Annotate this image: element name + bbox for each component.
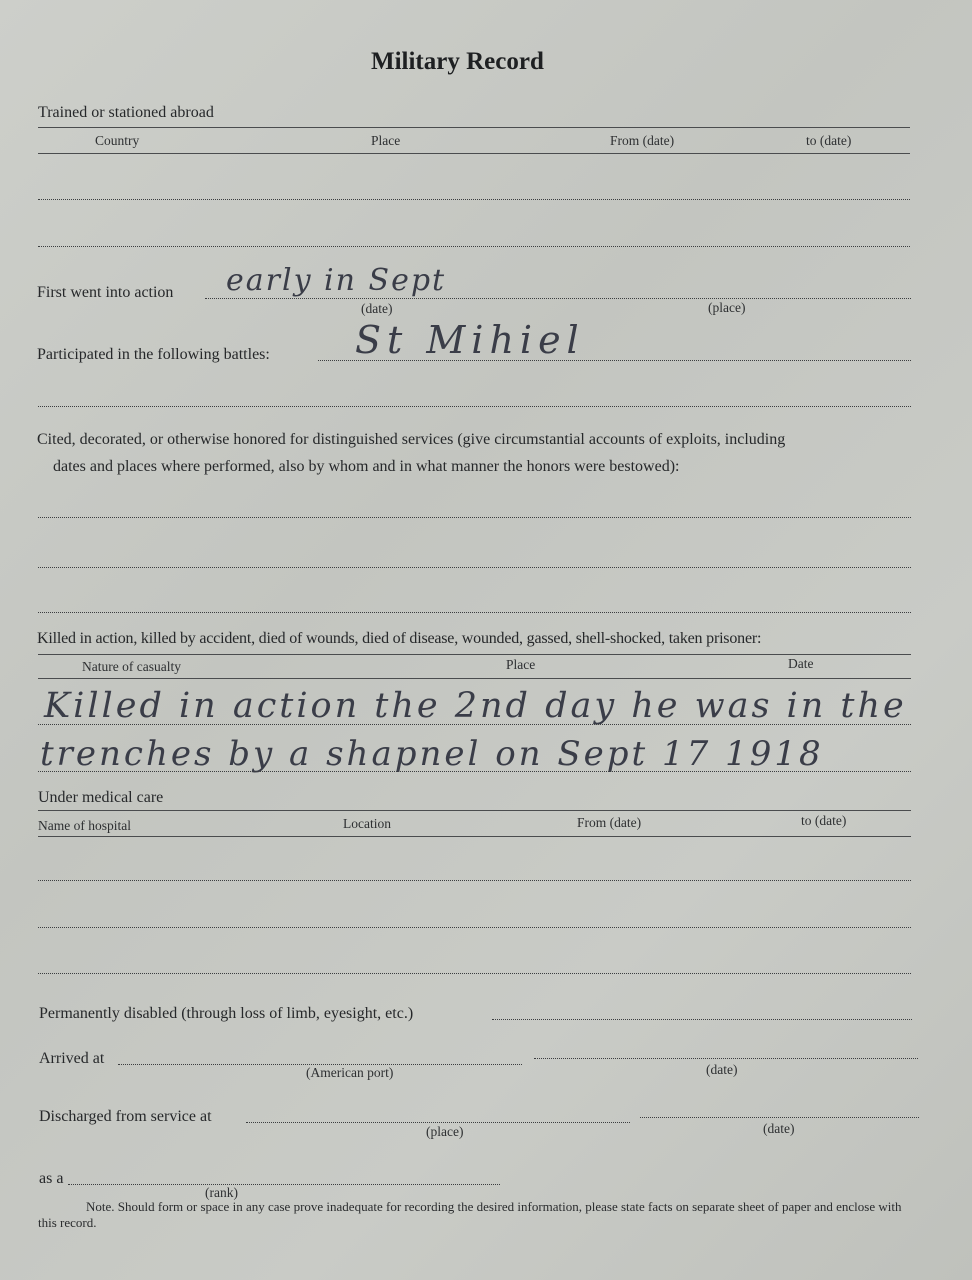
trained-col-to: to (date) xyxy=(806,133,852,148)
first-action-date-caption: (date) xyxy=(361,301,393,316)
casualty-handwriting-line-1: Killed in action the 2nd day he was in the xyxy=(44,686,907,726)
medical-col-to: to (date) xyxy=(801,813,847,828)
casualty-line-1[interactable] xyxy=(38,724,911,725)
casualty-header-rule xyxy=(38,678,911,679)
discharged-place-caption: (place) xyxy=(426,1124,464,1139)
disabled-line[interactable] xyxy=(492,1019,912,1020)
trained-header-rule xyxy=(38,153,910,154)
trained-abroad-label: Trained or stationed abroad xyxy=(38,104,214,121)
trained-col-place: Place xyxy=(371,133,401,148)
footnote: Note. Should form or space in any case prove inadequate for recording the desired information, please state facts on separate sheet of paper and enclose with this record. xyxy=(38,1199,902,1230)
arrived-label: Arrived at xyxy=(39,1050,105,1067)
casualty-col-nature: Nature of casualty xyxy=(82,659,181,674)
page-title: Military Record xyxy=(371,48,544,75)
trained-top-rule xyxy=(38,127,910,128)
cited-line-1[interactable] xyxy=(38,517,911,518)
cited-label-line-2: dates and places where performed, also by whom and in what manner the honors were bestowed): xyxy=(53,458,680,475)
medical-line-3[interactable] xyxy=(38,973,911,974)
casualty-handwriting-line-2: trenches by a shapnel on Sept 17 1918 xyxy=(40,734,824,774)
trained-col-country: Country xyxy=(95,133,140,148)
trained-col-from: From (date) xyxy=(610,133,675,148)
battles-label: Participated in the following battles: xyxy=(37,346,270,363)
battles-handwriting: St Mihiel xyxy=(355,318,585,362)
casualty-col-place: Place xyxy=(506,657,536,672)
rank-caption: (rank) xyxy=(205,1185,238,1200)
casualty-col-date: Date xyxy=(788,656,814,671)
first-action-place-caption: (place) xyxy=(708,300,746,315)
casualty-line-2[interactable] xyxy=(38,771,911,772)
trained-entry-line-1[interactable] xyxy=(38,199,910,200)
first-action-handwriting: early in Sept xyxy=(226,263,447,298)
medical-col-hospital: Name of hospital xyxy=(38,818,131,833)
casualty-label: Killed in action, killed by accident, died of wounds, died of disease, wounded, gassed, shell-shocked, taken prisoner: xyxy=(37,630,762,647)
medical-label: Under medical care xyxy=(38,789,164,806)
medical-line-2[interactable] xyxy=(38,927,911,928)
medical-col-from: From (date) xyxy=(577,815,642,830)
first-action-label: First went into action xyxy=(37,284,174,301)
medical-col-location: Location xyxy=(343,816,391,831)
disabled-label: Permanently disabled (through loss of limb, eyesight, etc.) xyxy=(39,1005,414,1022)
casualty-top-rule xyxy=(38,654,911,655)
medical-line-1[interactable] xyxy=(38,880,911,881)
discharged-date-caption: (date) xyxy=(763,1121,795,1136)
discharged-label: Discharged from service at xyxy=(39,1108,212,1125)
cited-label-line-1: Cited, decorated, or otherwise honored for distinguished services (give circumstantial accounts of exploits, including xyxy=(37,431,786,448)
rank-label: as a xyxy=(39,1170,64,1187)
discharged-date-line[interactable] xyxy=(640,1117,919,1118)
medical-top-rule xyxy=(38,810,911,811)
medical-header-rule xyxy=(38,836,911,837)
arrived-port-caption: (American port) xyxy=(306,1065,394,1080)
arrived-date-line[interactable] xyxy=(534,1058,918,1059)
cited-line-3[interactable] xyxy=(38,612,911,613)
first-action-line[interactable] xyxy=(205,298,911,299)
battles-line-2[interactable] xyxy=(38,406,911,407)
trained-entry-line-2[interactable] xyxy=(38,246,910,247)
rank-line[interactable] xyxy=(68,1184,500,1185)
discharged-place-line[interactable] xyxy=(246,1122,630,1123)
cited-line-2[interactable] xyxy=(38,567,911,568)
arrived-date-caption: (date) xyxy=(706,1062,738,1077)
